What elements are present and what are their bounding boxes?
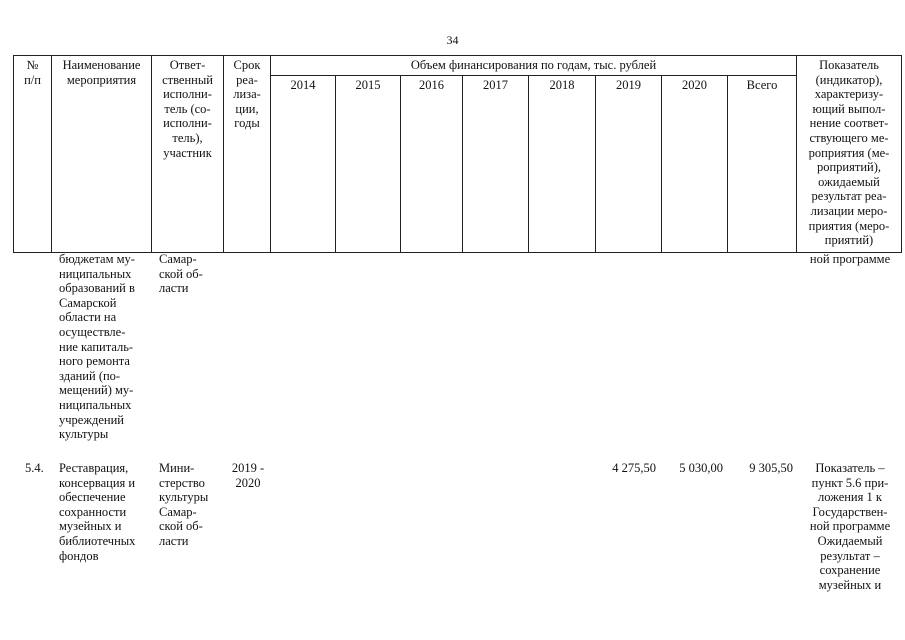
header-name: Наименование мероприятия <box>52 56 152 253</box>
row-5-4-term: 2019 - 2020 <box>231 461 265 490</box>
continuation-name: бюджетам му- ниципальных образований в Самарской области на осуществле- ние капиталь- ного ремонта зданий (по- мещений) му- ниципальных учреждений культуры <box>59 252 135 442</box>
header-year-2014: 2014 <box>271 76 336 253</box>
header-indicator: Показатель (индикатор), характеризу- ющий выпол- нение соответ- ствующего ме- роприятия (ме- роприятий), ожидаемый результат реа- лизации меро- приятия (меро- приятий) <box>797 56 902 253</box>
header-year-2018: 2018 <box>529 76 596 253</box>
row-5-4-name: Реставрация, консервация и обеспечение сохранности музейных и библиотечных фондов <box>59 461 136 563</box>
header-funding: Объем финансирования по годам, тыс. рублей <box>271 56 797 76</box>
row-5-4-indicator: Показатель – пункт 5.6 при- ложения 1 к Государствен- ной программе Ожидаемый результат – сохранение музейных и <box>809 461 891 592</box>
row-5-4-2019: 4 275,50 <box>612 461 656 475</box>
row-5-4-total: 9 305,50 <box>749 461 793 475</box>
header-num: № п/п <box>14 56 52 253</box>
page-number: 34 <box>446 33 459 47</box>
header-responsible: Ответ- ственный исполни- тель (со- исполни- тель), участник <box>152 56 224 253</box>
header-year-2020: 2020 <box>662 76 728 253</box>
header-year-2019: 2019 <box>596 76 662 253</box>
header-term: Срок реа- лиза- ции, годы <box>224 56 271 253</box>
row-5-4-num: 5.4. <box>25 461 44 475</box>
table-header <box>13 55 902 253</box>
continuation-responsible: Самар- ской об- ласти <box>159 252 203 296</box>
row-5-4-2020: 5 030,00 <box>679 461 723 475</box>
header-year-2016: 2016 <box>401 76 463 253</box>
header-total: Всего <box>728 76 797 253</box>
row-5-4-responsible: Мини- стерство культуры Самар- ской об- ласти <box>159 461 209 548</box>
continuation-indicator: ной программе <box>809 252 891 266</box>
header-year-2017: 2017 <box>463 76 529 253</box>
header-year-2015: 2015 <box>336 76 401 253</box>
